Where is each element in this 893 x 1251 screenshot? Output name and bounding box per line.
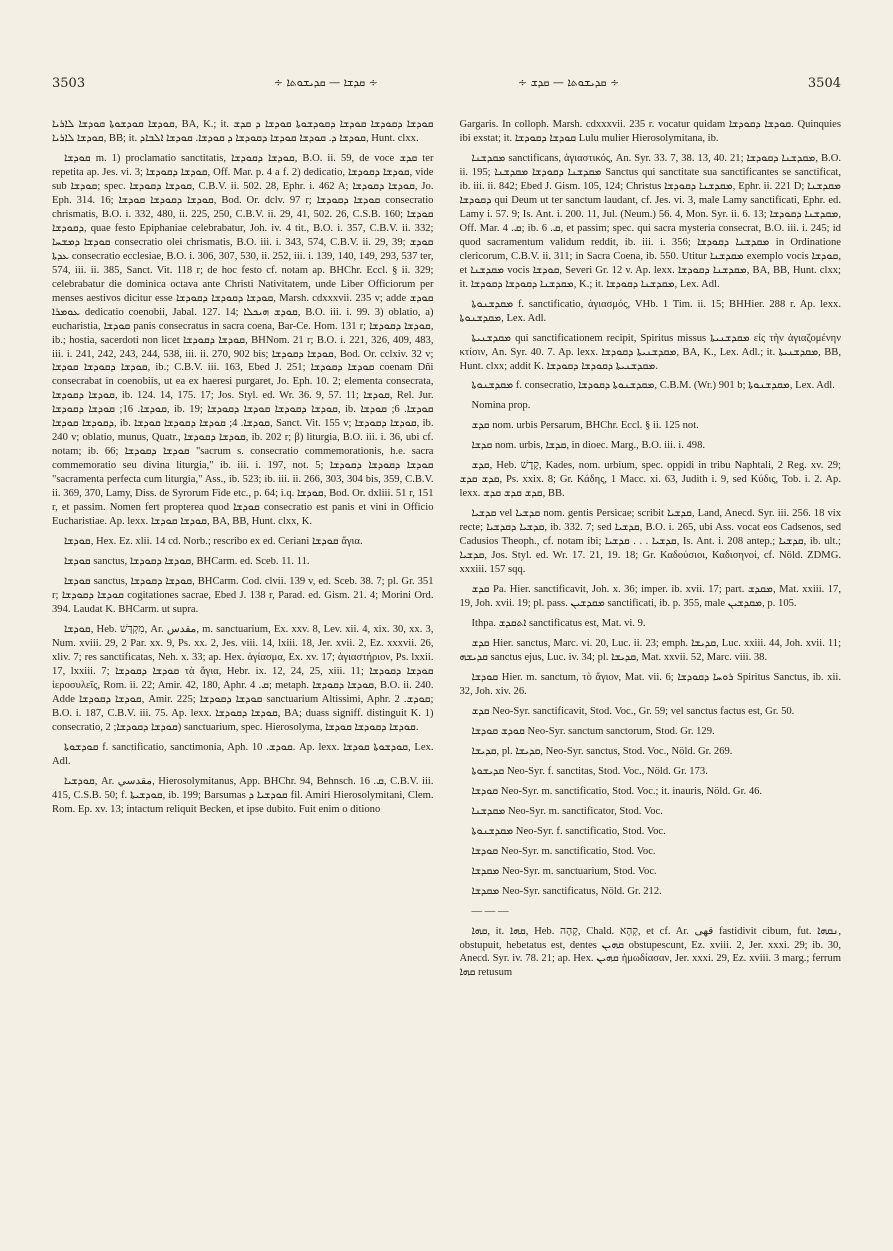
entry-hier-sanctum: ܩܘܕܫܐ Hier. m. sanctum, τὸ ἅγιον, Mat. vii. 6; ܪܘܚܐ ܕܩܘܕܫܐ Spiritus Sanctus, ib. xii. 32, Joh. xiv. 26. <box>459 671 841 697</box>
entry-maqdsha: ܩܘܕܫܐ, Heb. מִקְדָּשׁ, Ar. مقدس, m. sanctuarium, Ex. xxv. 8, Lev. xii. 4, xix. 30, xx. 3, Num. xviii. 29, 2 Par. xx. 9, Ps. xx. 2, Jes. viii. 14, lxiii. 18, Jer. xvii. 2, Ez. xxxvii. 26, xliv. 7; res sanctificatas, Neh. x. 33; ap. Hex. ἁγίασμα, Ex. xv. 17; ἁγιαστήριον, Ps. lxxii. 17, lxxiii. 7; ܩܘܕܫܐ ܕܩܘܕܫܐ τὰ ἅγια, Hebr. ix. 12, 24, 25, xiii. 11; ܩܘܕܫܐ ܕܩܘܕܫܐ ἱεροσυλεῖς, Rom. ii. 22; Amir. 42, 180, Aphr. ܩ. 4; metaph. ܩܘܕܫܐ ܕܩܘܕܫܐ, B.O. ii. 240. Adde ܩܘܕܫܐ ܕܩܘܕܫܐ, Amir. 225; ܩܘܕܫܐ ܕܩܘܕܫܐ sanctuarium Altissimi, Aphr. ܩܘܕܫ. 2; B.O. i. 187, C.B.V. iii. 75. Ap. lexx. ܩܘܕܫܐ ܕܩܘܕܫܐ, BA; duass signiff. distinguit K. 1) consecratio, ܩܘܕܫܐ ܕܩܘܕܫܐ; 2) sanctuarium, spec. Hierosolyma, ܩܘܕܫܐ ܕܩܘܕܫܐ ܩܘܕܫܐ. <box>52 623 434 733</box>
entry-neosyr-sanctificavit: ܩܕܫ Neo-Syr. sanctificavit, Stod. Voc., Gr. 59; vel sanctus factus est, Gr. 50. <box>471 705 795 717</box>
entry-sanctificans: ܡܩܕܫܢܐ sanctificans, ἁγιαστικός, An. Syr. 33. 7, 38. 13, 40. 21; ܡܩܕܫܢܐ ܕܩܘܕܫܐ, B.O. ii. 195; ܡܩܕܫܢܐ ܕܩܘܕܫܐ ܡܩܕܫܢܐ Sanctus qui sanctitate sua sanctificantes se sanctificat, ib. iii. ii. 842; Ebed J. Gism. 105, 124; Christus ܡܩܕܫܢܐ ܕܩܘܕܫܐ, Ephr. ii. 221 D; ܡܩܕܫܢܐ ܕܩܘܕܫܐ qui Deum ut ter sanctum laudant, cf. Jes. vi. 3, male Lamy sanctificati, Ephr. ed. Lamy i. 57. 9; Is. Ant. i. 200. 11, Jul. (Neum.) 56. 4, Mon. Syr. ii. 6. 13; ܡܩܕܫܢܐ ܕܩܘܕܫܐ, Off. Mar. ܩ. 4; ib. ܩ. 6, et passim; spec. qui sacra mysteria consecrat, B.O. iii. i. 245; id quod sacramentum validum reddit, ib. iii. i. 356; ܡܩܕܫܢܐ ܕܩܘܕܫܐ in Ordinatione clericorum, C.B.V. ii. 311; in Sacra Coena, ib. 550. Utitur ܡܩܕܫܢܐ exemplo vocis ܩܘܕܫܐ, et ܡܩܕܫܢܐ vocis ܩܘܕܫܐ, Severi Gr. 12 v. Ap. lexx. ܡܩܕܫܢܐ ܕܩܘܕܫܐ, BA, BB, Hunt. clxx; it. ܡܩܕܫܢܐ ܕܩܘܕܫܐ ܕܩܘܕܫܐ, K.; it. ܡܩܕܫܢܐ ܕܩܘܕܫܐ, Lex. Adl. <box>459 152 841 290</box>
entry-neosyr-inauris: ܩܘܕܫܐ Neo-Syr. m. sanctificatio, Stod. Voc.; it. inauris, Nöld. Gr. 46. <box>471 785 763 797</box>
entry-neosyr-sanctificatus: ܡܩܕܫܐ Neo-Syr. sanctificatus, Nöld. Gr. 212. <box>471 885 662 897</box>
entry-gargaris: Gargaris. In colloph. Marsh. cdxxxvii. 235 r. vocatur quidam ܩܘܕܫܐ ܕܩܘܕܫܐ. Quinquies ibi exstat; it. ܩܘܕܫܐ ܕܩܘܕܫܐ Lulu mulier Hierosolymitana, ib. <box>459 119 841 144</box>
entry-continuation: ܩܘܕܫܐ ܩܘܕܫܘܬܐ ܩܘܕܫܐ ܠܐܪܝܐ, BA, K.; it. ܩܘܕܫܐ ܕܩܘܕܫܐ ܩܘܕܫܐ ܕܩܘܕܫܘܬܐ ܩܘܕܫܐ ܕ ܩܕܫ ܩܘܕܫܐ ܠܐܪܝܐ, BB; it. ܩܘܕܫܐ ܕ. ܩܘܕܫܐ ܩܘܕܫܐ ܕܩܘܕܫܐ ܕ ܩܘܕܫܐ. ܩܘܕܫܐ ܐܠܒܐܕ, Hunt. clxx. <box>52 119 434 144</box>
right-page-number: 3504 <box>807 75 841 91</box>
section-separator: — — — <box>471 905 509 917</box>
entry-neosyr-sanctificator: ܡܩܕܫܢܐ Neo-Syr. m. sanctificator, Stod. Voc. <box>471 805 663 817</box>
entry-sanctus: ܩܘܕܫܐ sanctus, ܩܘܕܫܐ ܕܩܘܕܫܐ, BHCarm. ed. Sceb. 11. 11. <box>64 556 310 568</box>
running-titles <box>274 76 620 90</box>
entry-qaha: ܩܗܐ, it. ܩܗܐ, Heb. קָהָה, Chald. קְהָא, et cf. Ar. قهى fastidivit cibum, fut. ܢܩܗܐ, obstupuit, hebetatus est, dentes ܩܗܝܢ obstupescunt, Ez. xviii. 2, Jer. xxxi. 29; ib. 30, Anecd. Syr. iv. 78. 21; ap. Hex. ܩܗܝܢ ἡμωδίασαν, Jer. xxxi. 29, Ez. xviii. 3 marg.; ferrum ܩܗܐ retusum <box>459 925 841 979</box>
entry-ithpa: Ithpa. ܐܬܩܕܫ sanctificatus est, Mat. vi. 9. <box>471 618 646 630</box>
entry-neosyr-sanctorum: ܩܘܕܫ ܩܘܕܫܐ Neo-Syr. sanctum sanctorum, Stod. Gr. 129. <box>471 725 715 737</box>
entry-neosyr-sanctitas: ܩܕܝܫܘܬܐ Neo-Syr. f. sanctitas, Stod. Voc., Nöld. Gr. 173. <box>471 765 708 777</box>
left-column <box>52 118 434 1231</box>
right-running-title: ∻ ܩܕܝܫܘܬܐ — ܩܕܫ ∻ <box>517 76 620 89</box>
entry-sanctificatio-f: ܡܩܕܫܢܘܬܐ f. sanctificatio, ἁγιασμός, VHb. 1 Tim. ii. 15; BHHier. 288 r. Ap. lexx. ܡܩܕܫܢܘܬܐ, Lex. Adl. <box>459 298 841 324</box>
right-column <box>460 118 842 1231</box>
entry-neosyr-sanctus: ܩܕܝܫܐ, pl. ܩܕܝܫܐ, Neo-Syr. sanctus, Stod. Voc., Nöld. Gr. 269. <box>471 745 733 757</box>
entry-gentis-persicae: ܩܕܫܝܐ vel ܩܕܫܝܐ nom. gentis Persicae; scribit ܩܕܫܝܐ, Land, Anecd. Syr. iii. 256. 18 vix recte; ܩܕܫܝܐ ܕܩܕܫܝܐ, ib. 332. 7; sed ܩܕܫܝܐ, B.O. i. 265, ubi Ass. vocat eos Cadsenos, sed Cadusios Theoph., cf. notam ibi; ܩܕܫܝܐ . . . ܩܕܫܝܐ, Is. Ant. i. 208 antep.; ܩܕܫܝܐ, ib. ult.; ܩܕܫܝܐ, Jos. Styl. ed. Wr. 17. 21, 19. 18; Gr. Καδούσιοι, Καδισηνοί, cf. Nöld. ZDMG. xxxiii. 157 sqq. <box>459 508 841 576</box>
left-running-title: ∻ ܩܕܫܐ — ܩܕܝܫܘܬܐ ∻ <box>273 76 378 89</box>
entry-neosyr-sanctificatio-f: ܡܩܕܫܢܘܬܐ Neo-Syr. f. sanctificatio, Stod. Voc. <box>471 825 666 837</box>
two-column-body <box>52 118 841 1231</box>
entry-kades: ܩܕܫ, Heb. קֶדֶשׁ, Kades, nom. urbium, spec. oppidi in tribu Naphtali, 2 Reg. xv. 29; ܩܕܫ ܩܕܫ, Ps. xxix. 8; Gr. Κάδης, 1 Macc. xi. 63, Judith i. 9, sed Κύδις, Tob. i. 2. Ap. lexx. ܩܕܫ ܩܕܫ ܩܕܫ, BB. <box>459 460 841 500</box>
entry-urbis-marg: ܩܕܫܐ nom. urbis, ܩܕܫܐ, in dioec. Marg., B.O. iii. i. 498. <box>471 440 706 452</box>
entry-neosyr-sanctificatio-m: ܩܘܕܫܐ Neo-Syr. m. sanctificatio, Stod. Voc. <box>471 845 656 857</box>
entry-pa-hier: ܩܕܫ Pa. Hier. sanctificavit, Joh. x. 36; imper. ib. xvii. 17; part. ܡܩܕܫ, Mat. xxiii. 17, 19, Joh. xvii. 19; pl. pass. ܡܩܕܫܝܢ sanctificati, ib. p. 355, male ܡܩܕܫܝܢ, p. 105. <box>459 584 841 610</box>
heading-nomina-prop: Nomina prop. <box>471 400 531 412</box>
entry-recipit: ܡܩܕܫܢܝܬܐ qui sanctificationem recipit, Spiritus missus ܡܩܕܫܢܝܬܐ εἰς τὴν ἁγιαζομένην κτίσιν, An. Syr. 40. 7. Ap. lexx. ܡܩܕܫܢܝܬܐ ܕܩܘܕܫܐ, BA, K., Lex. Adl.; it. ܡܩܕܫܢܝܬܐ, BB, Hunt. clxx; addit K. ܡܩܕܫܢܝܬܐ ܕܩܘܕܫܐ ܕܩܘܕܫܐ. <box>459 332 841 372</box>
entry-neosyr-sanctuarium: ܡܩܕܫܐ Neo-Syr. m. sanctuarium, Stod. Voc. <box>471 865 657 877</box>
entry-sanctus-pl: ܩܘܕܫܐ sanctus, ܩܘܕܫܐ ܕܩܘܕܫܐ, BHCarm. Cod. clvii. 139 v, ed. Sceb. 38. 7; pl. Gr. 351 r; ܩܘܕܫܐ ܕܩܘܕܫܐ cogitationes sacrae, Ebed J. 138 r, Parad. ed. Gism. 21. 4; Morini Ord. 394. Laudat K. BHCarm. ut supra. <box>52 576 434 615</box>
entry-hierosolymitanus: ܩܘܕܫܝܐ, Ar. مقدسي, Hierosolymitanus, App. BHChr. 94, Behnsch. ܩ. 16, C.B.V. iii. 415, C.S.B. 50; f. ܩܘܕܫܝܬܐ, ib. 199; Barsumas ܩܘܕܫܝܐ ܕ fil. Amiri Hierosolymitani, Clem. Rom. Ep. xv. 13; intactum reliquit Becken, et ipse dubito. Fuit enim o ditiono <box>52 775 434 815</box>
entry-consecratio-f: ܡܩܕܫܢܘܬܐ f. consecratio, ܡܩܕܫܢܘܬܐ ܕܩܘܕܫܐ, C.B.M. (Wr.) 901 b; ܡܩܕܫܢܘܬܐ, Lex. Adl. <box>471 380 835 392</box>
entry-hier-sanctus: ܩܕܫ Hier. sanctus, Marc. vi. 20, Luc. ii. 23; emph. ܩܕܝܫܐ, Luc. xxiii. 44, Joh. xvii. 11; ܩܕܝܫܗ sanctus ejus, Luc. iv. 34; pl. ܩܕܝܫܐ, Mat. xxvii. 52, Marc. viii. 38. <box>459 638 841 663</box>
running-header <box>52 72 841 94</box>
left-page-number: 3503 <box>52 75 86 91</box>
entry-hex-ezekiel: ܩܘܕܫܐ, Hex. Ez. xlii. 14 cd. Norb.; rescribo ex ed. Ceriani ܩܘܕܫܐ ἅγια. <box>64 536 363 548</box>
entry-qudasha: ܩܘܕܫܐ m. 1) proclamatio sanctitatis, ܩܘܕܫܐ ܕܩܘܕܫܐ, B.O. ii. 59, de voce ܩܕܫ ter repetita ap. Jes. vi. 3; ܩܘܕܫܐ ܕܩܘܕܫܐ, Off. Mar. p. 4 a f. 2) dedicatio, ܩܘܕܫܐ ܕܩܘܕܫܐ, vide sub ܩܘܕܫܐ; spec. ܩܘܕܫܐ ܕܩܘܕܫܐ, C.B.V. ii. 502. 28, Ephr. i. 462 A; ܩܘܕܫܐ ܕܩܘܕܫܐ, Jo. Eph. 314. 16; ܩܘܕܫܐ ܕܩܘܕܫܐ ܩܘܕܫܐ, Bod. Or. dclv. 97 r; ܩܘܕܫܐ ܕܩܘܕܫܐ consecratio chrismatis, B.O. i. 332, 480, ii. 225, 250, C.B.V. ii. 29, 41, 502. 26, C.S.B. 160; ܩܘܕܫܐ ܕܩܘܕܫܐ, quae festo Epiphaniae celebrabatur, Joh. iv. 4 tit., B.O. i. 357, C.B.V. ii. 332; ܩܘܕܫܐ ܕܡܫܚܐ consecratio olei chrismatis, B.O. iii. i. 343, 574, C.B.V. ii. 29, 39; ܩܘܕܫ ܥܕܬܐ consecratio ecclesiae, B.O. i. 306, 307, 530, ii. 252, iii. i. 139, 140, 149, 293, 537 ter, 574, iii. ii. 385, Sanct. Vit. 118 r; de hoc festo cf. notam ap. BHChr. Eccl. § ii. 329; celebrabatur die dominica octava ante Christi Nativitatem, unde Liber Officiorum per menses aestivos dicitur esse ܩܘܕܫܐ ܕܩܘܕܫܐ ܕܩܘܕܫܐ, Marsh. cdxxxvii. 235 v; adde ܩܘܕܫ ܥܘܡܪܐ dedicatio coenobii, Jabal. 127. 14; ܩܘܕܫ ܗܝܟܠܐ, B.O. iii. i. 99. 3) oblatio, a) eucharistia, ܩܘܕܫܐ panis consecratus in sacra coena, Bar-Ce. Hom. 131 r; ܩܘܕܫܐ ܕܩܘܕܫܐ, ib.; hostia, sacerdoti non licet ܩܘܕܫܐ ܕܩܘܕܫܐ, BHNom. 21 r; B.O. i. 221, 326, 409, 483, iii. i. 241, 242, 243, 244, 538, iii. ii. 270, 902 bis; ܩܘܕܫܐ ܕܩܘܕܫܐ, Bod. Or. cclxiv. 32 v; ܩܘܕܫܐ ܕܩܘܕܫܐ ܩܘܕܫܐ, ib.; C.B.V. iii. 163, Ebed J. 251; ܩܘܕܫܐ ܕܩܘܕܫܐ coenam Dñi consecrabat in coenobiis, ut ea ex haeresi purgaret, Jo. Eph. 10. 2; elementa consecrata, ܩܘܕܫܐ ܕܩܘܕܫܐ, ib. 124. 14, 175. 17; Jos. Styl. ed. Wr. 36. 9, 57. 11; ܩܘܕܫܐ, Rel. Jur. ܩܘܕܫܐ. 16; ܩܘܕܫܐ ܕܩܘܕܫܐ, ib. 19; ܩܘܕܫܐ ܕܩܘܕܫܐ ܩܘܕܫܐ ܕܩܘܕܫܐ, ib. ܩܘܕܫܐ. 6; ܩܘܕܫܐ ܕܩܘܕܫܐ ܩܘܕܫܐ, ib. ܩܘܕܫܐ. 4; ܩܘܕܫܐ ܕܩܘܕܫܐ ܩܘܕܫܐ, Sanct. Vit. 155 v; ܩܘܕܫܐ ܕܩܘܕܫܐ, ib. 240 v; oblatio, munus, Quatr., ܩܘܕܫܐ ܕܩܘܕܫܐ, ib. 202 r; β) liturgia, B.O. iii. i. 36, ubi cf. notam; ib. 66; ܩܘܕܫܐ ܕܩܘܕܫܐ "sacrum s. consecratio commemorationis, h.e. sacra commemoratio seu divina liturgia," ib. iii. i. 197, not. 5; ܩܘܕܫܐ ܕܩܘܕܫܐ ܕܩܘܕܫܐ "sacramenta perfecta cum liturgia," Ass., ib. 523; ib. iii. ii. 266, 303, 304 bis, 359, C.B.V. ii. 369, 370, Lamy, Diss. de Syrorum Fide etc., p. 64; i.q. ܩܘܕܫܐ, Bod. Or. dxliii. 51 r, 151 r, et passim. Nomen fert propterea quod ܩܘܕܫܐ consecratio est panis et vini in Officio Eucharistiae. Ap. lexx. ܩܘܕܫܐ ܩܘܕܫܐ, BA, BB, Hunt. clxx, K. <box>52 152 434 528</box>
entry-urbis-persarum: ܩܕܫ nom. urbis Persarum, BHChr. Eccl. § ii. 125 not. <box>471 420 699 432</box>
entry-sanctificatio: ܩܘܕܫܘܬܐ f. sanctificatio, sanctimonia, Aph. ܩܘܕܫ. 10. Ap. lexx. ܩܘܕܫܘܬܐ ܩܘܕܫܐ, Lex. Adl. <box>52 741 434 767</box>
